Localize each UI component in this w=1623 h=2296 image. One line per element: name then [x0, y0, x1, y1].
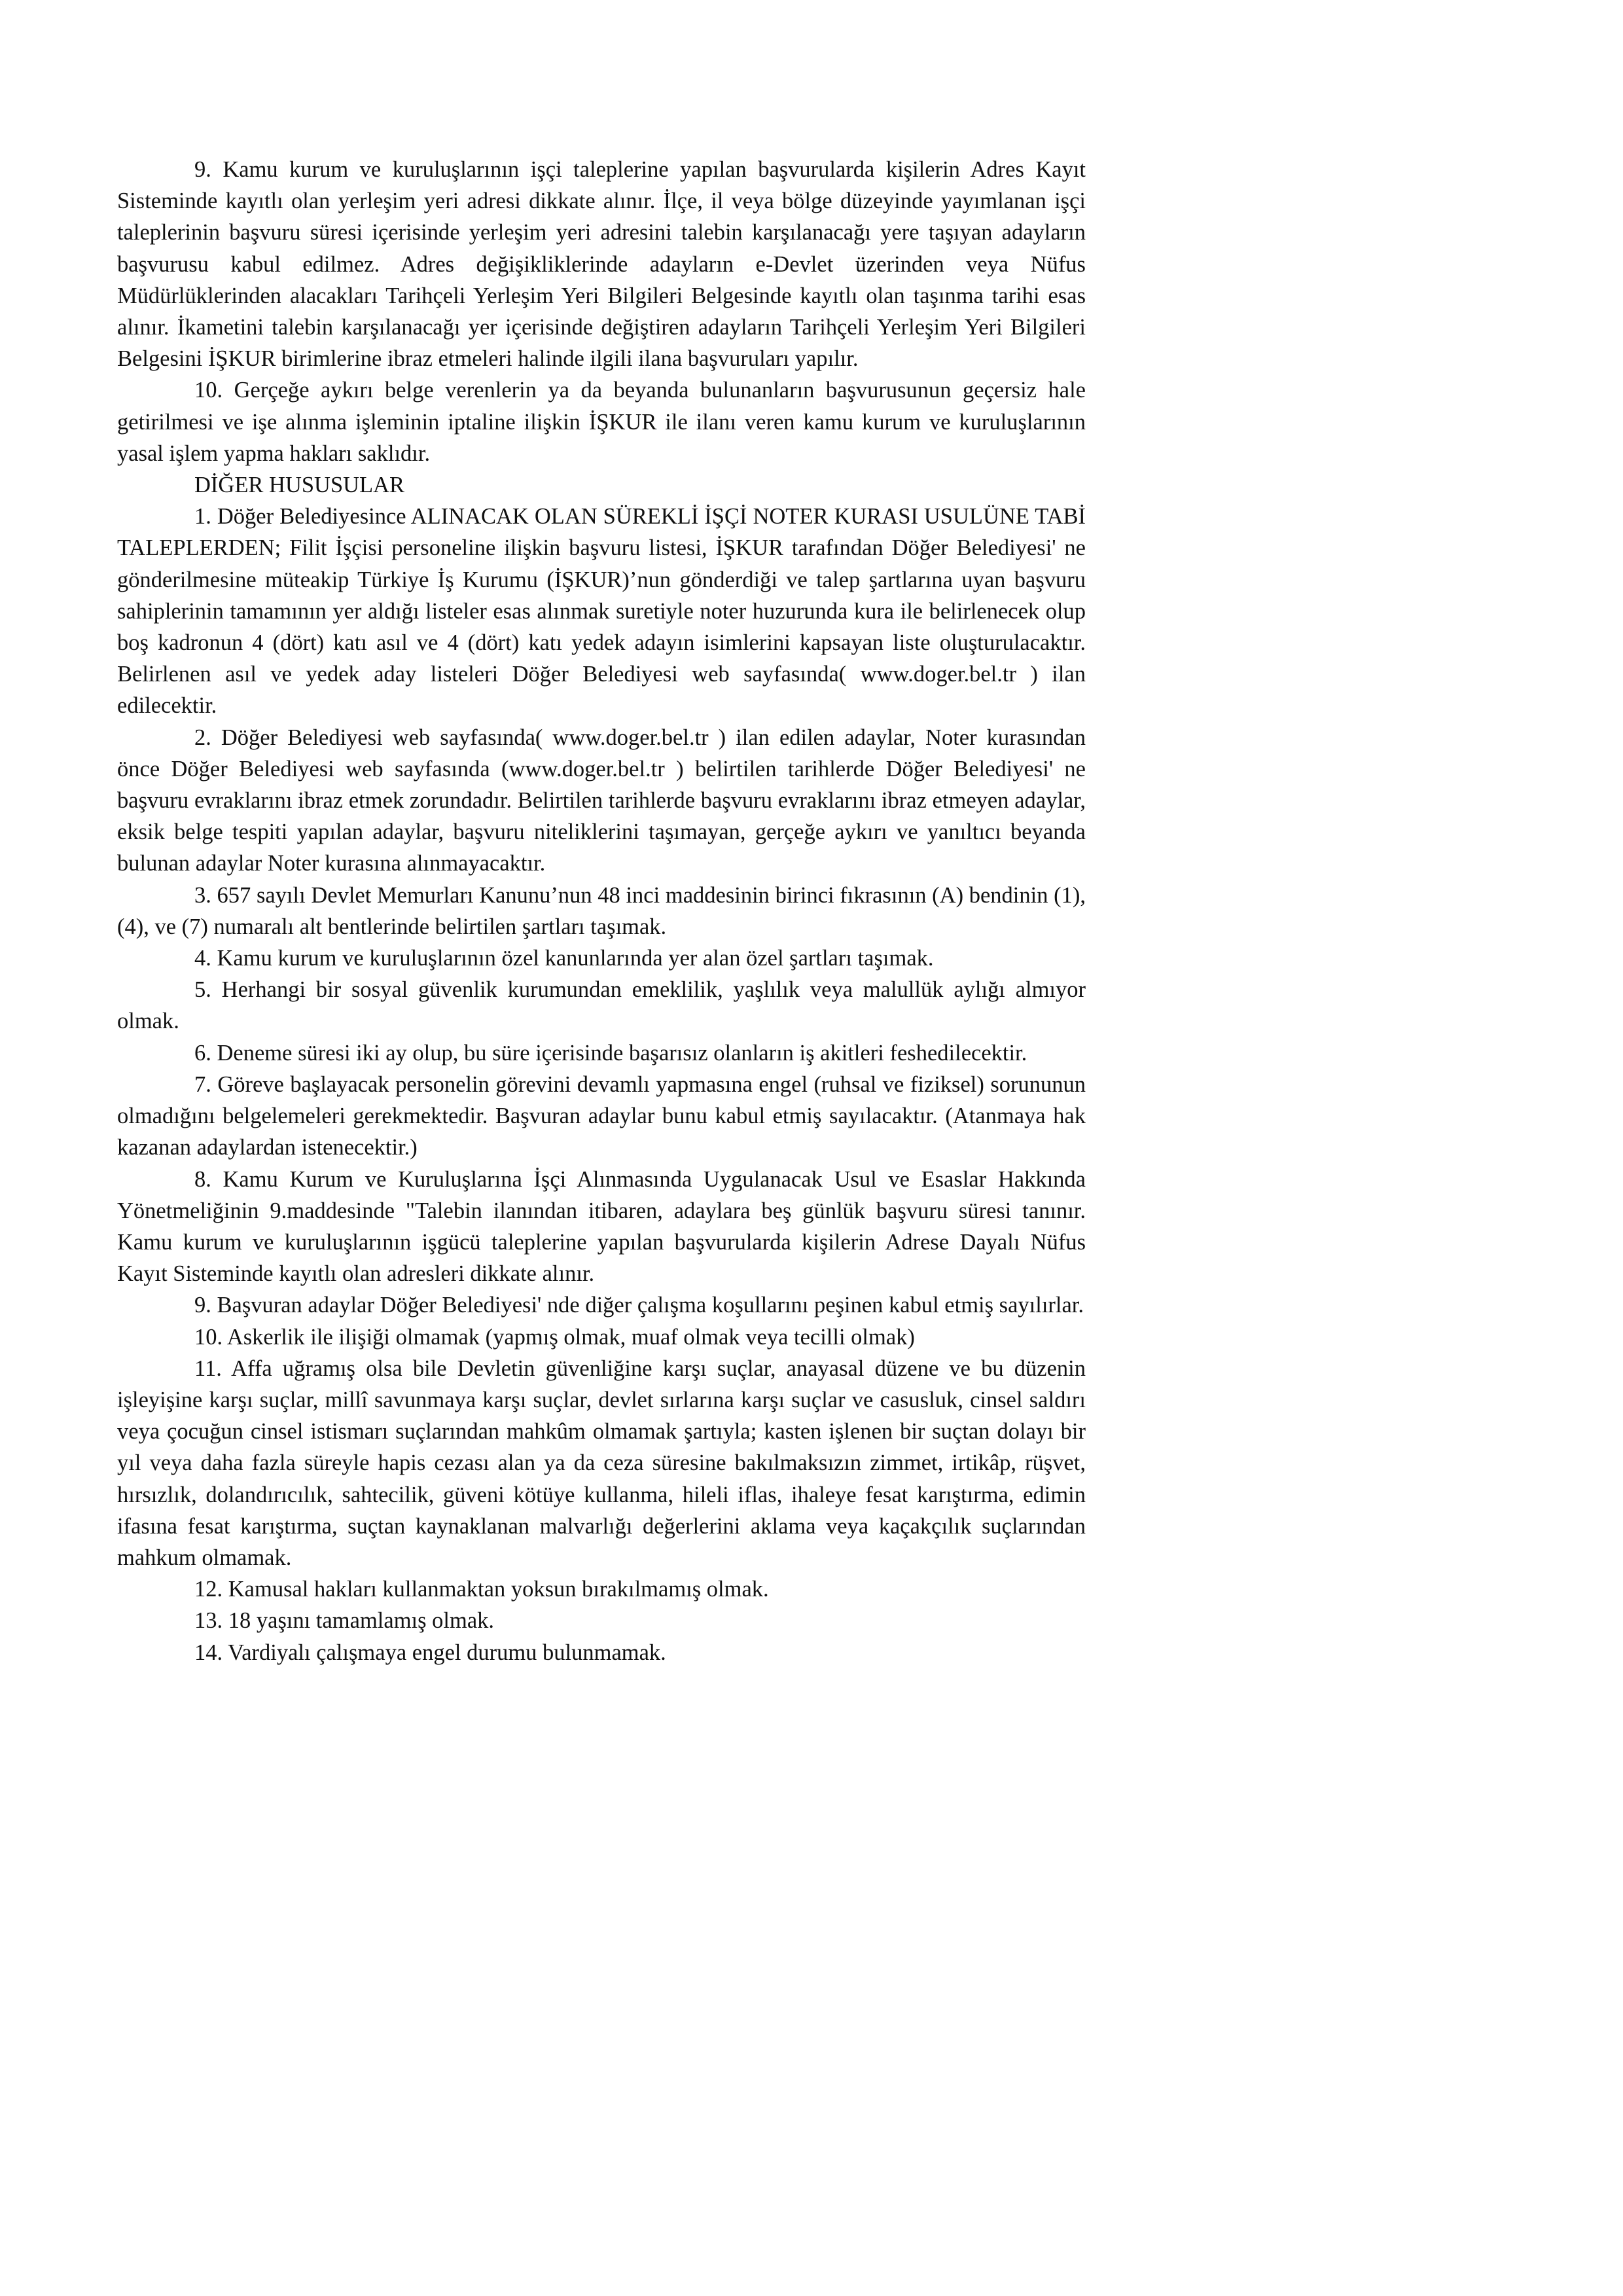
- paragraph-item-10: 10. Gerçeğe aykırı belge verenlerin ya da beyanda bulunanların başvurusunun geçersiz hale getirilmesi ve işe alınma işleminin iptaline ilişkin İŞKUR ile ilanı veren kamu kurum ve kuruluşlarının yasal işlem yapma hakları saklıdır.: [117, 378, 1086, 466]
- list-item-7: 7. Göreve başlayacak personelin görevini devamlı yapmasına engel (ruhsal ve fiziksel) sorununun olmadığını belgelemeleri gerekmektedir. Başvuran adaylar bunu kabul etmiş sayılacaktır. (Atanmaya hak kazanan adaylardan istenecektir.): [117, 1071, 1086, 1160]
- list-item-13: 13. 18 yaşını tamamlamış olmak.: [194, 1608, 495, 1634]
- list-item-9: 9. Başvuran adaylar Döğer Belediyesi' nde diğer çalışma koşullarını peşinen kabul etmiş sayılırlar.: [194, 1293, 1084, 1318]
- document-body: [117, 154, 1086, 1668]
- paragraph-item-9: 9. Kamu kurum ve kuruluşlarının işçi taleplerine yapılan başvurularda kişilerin Adres Kayıt Sisteminde kayıtlı olan yerleşim yeri adresi dikkate alınır. İlçe, il veya bölge düzeyinde yayımlanan işçi taleplerinin başvuru süresi içerisinde yerleşim yeri adresini talebin karşılanacağı yere taşıyan adayların başvurusu kabul edilmez. Adres değişikliklerinde adayların e-Devlet üzerinden veya Nüfus Müdürlüklerinden alacakları Tarihçeli Yerleşim Yeri Bilgileri Belgesinde kayıtlı olan taşınma tarihi esas alınır. İkametini talebin karşılanacağı yer içerisinde değiştiren adayların Tarihçeli Yerleşim Yeri Bilgileri Belgesini İŞKUR birimlerine ibraz etmeleri halinde ilgili ilana başvuruları yapılır.: [117, 157, 1086, 372]
- list-item-6: 6. Deneme süresi iki ay olup, bu süre içerisinde başarısız olanların iş akitleri feshedilecektir.: [194, 1040, 1027, 1066]
- list-item-4: 4. Kamu kurum ve kuruluşlarının özel kanunlarında yer alan özel şartları taşımak.: [194, 946, 934, 971]
- list-item-1: 1. Döğer Belediyesince ALINACAK OLAN SÜREKLİ İŞÇİ NOTER KURASI USULÜNE TABİ TALEPLERDEN; Filit İşçisi personeline ilişkin başvuru listesi, İŞKUR tarafından Döğer Belediyesi' ne gönderilmesine müteakip Türkiye İş Kurumu (İŞKUR)’nun gönderdiği ve talep şartlarına uyan başvuru sahiplerinin tamamının yer aldığı listeler esas alınmak suretiyle noter huzurunda kura ile belirlenecek olup boş kadronun 4 (dört) katı asıl ve 4 (dört) katı yedek adayın isimlerini kapsayan liste oluşturulacaktır. Belirlenen asıl ve yedek aday listeleri Döğer Belediyesi web sayfasında( www.doger.bel.tr ) ilan edilecektir.: [117, 504, 1086, 719]
- list-item-14: 14. Vardiyalı çalışmaya engel durumu bulunmamak.: [194, 1640, 666, 1665]
- list-item-11: 11. Affa uğramış olsa bile Devletin güvenliğine karşı suçlar, anayasal düzene ve bu düzenin işleyişine karşı suçlar, millî savunmaya karşı suçlar, devlet sırlarına karşı suçlar ve casusluk, cinsel saldırı veya çocuğun cinsel istismarı suçlarından mahkûm olmamak şartıyla; kasten işlenen bir suçtan dolayı bir yıl veya daha fazla süreyle hapis cezası alan ya da ceza süresine bakılmaksızın zimmet, irtikâp, rüşvet, hırsızlık, dolandırıcılık, sahtecilik, güveni kötüye kullanma, hileli iflas, ihaleye fesat karıştırma, edimin ifasına fesat karıştırma, suçtan kaynaklanan malvarlığı değerlerini aklama veya kaçakçılık suçlarından mahkum olmamak.: [117, 1355, 1086, 1570]
- list-item-10: 10. Askerlik ile ilişiği olmamak (yapmış olmak, muaf olmak veya tecilli olmak): [194, 1324, 915, 1350]
- list-item-2: 2. Döğer Belediyesi web sayfasında( www.doger.bel.tr ) ilan edilen adaylar, Noter kurasından önce Döğer Belediyesi web sayfasında (www.doger.bel.tr ) belirtilen tarihlerde Döğer Belediyesi' ne başvuru evraklarını ibraz etmek zorundadır. Belirtilen tarihlerde başvuru evraklarını ibraz etmeyen adaylar, eksik belge tespiti yapılan adaylar, başvuru niteliklerini taşımayan, gerçeğe aykırı ve yanıltıcı beyanda bulunan adaylar Noter kurasına alınmayacaktır.: [117, 725, 1086, 876]
- list-item-12: 12. Kamusal hakları kullanmaktan yoksun bırakılmamış olmak.: [194, 1577, 769, 1602]
- section-heading: DİĞER HUSUSULAR: [194, 473, 405, 498]
- list-item-3: 3. 657 sayılı Devlet Memurları Kanunu’nun 48 inci maddesinin birinci fıkrasının (A) bendinin (1), (4), ve (7) numaralı alt bentlerinde belirtilen şartları taşımak.: [117, 882, 1086, 939]
- list-item-8: 8. Kamu Kurum ve Kuruluşlarına İşçi Alınmasında Uygulanacak Usul ve Esaslar Hakkında Yönetmeliğinin 9.maddesinde "Talebin ilanından itibaren, adaylara beş günlük başvuru süresi tanınır. Kamu kurum ve kuruluşlarının işgücü taleplerine yapılan başvurularda kişilerin Adrese Dayalı Nüfus Kayıt Sisteminde kayıtlı olan adresleri dikkate alınır.: [117, 1166, 1086, 1287]
- list-item-5: 5. Herhangi bir sosyal güvenlik kurumundan emeklilik, yaşlılık veya malullük aylığı almıyor olmak.: [117, 977, 1086, 1034]
